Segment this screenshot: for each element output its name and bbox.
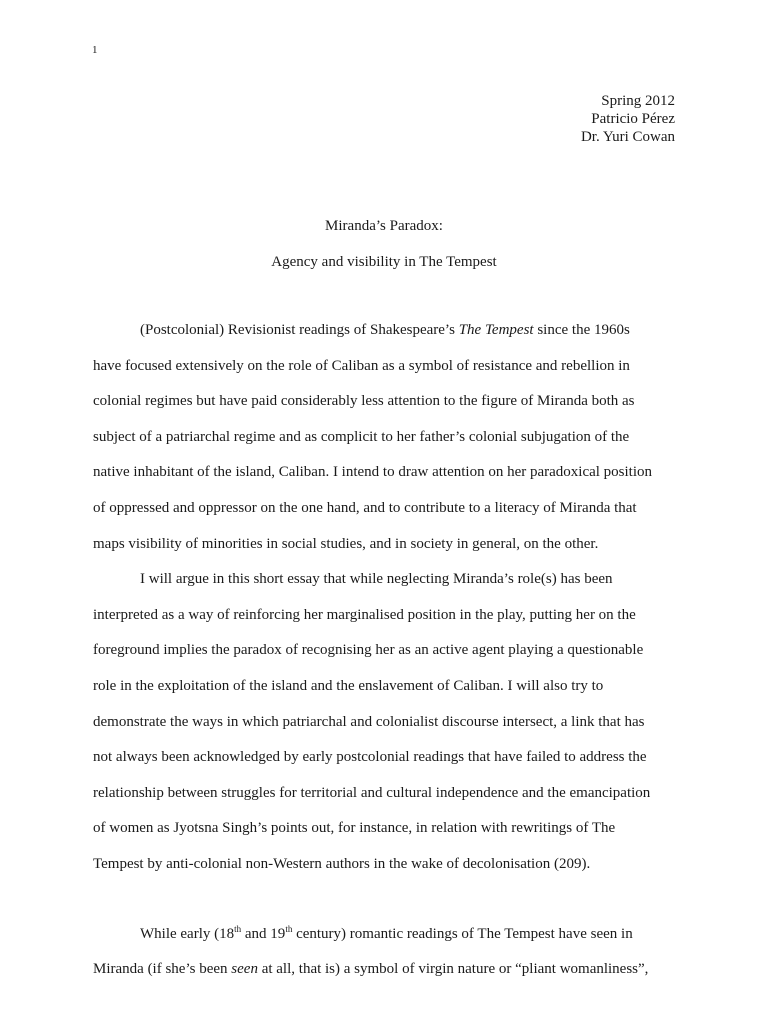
- date: Spring 2012: [601, 93, 675, 109]
- body-line: subject of a patriarchal regime and as complicit to her father’s colonial subjugation of the: [93, 428, 630, 445]
- body-line: relationship between struggles for territorial and cultural independence and the emancipation: [93, 784, 651, 801]
- superscript: th: [234, 924, 242, 934]
- paragraph-1: [93, 319, 677, 889]
- superscript: th: [285, 924, 293, 934]
- italic-title: The Tempest: [458, 322, 534, 338]
- text-run: While early (18: [140, 926, 235, 942]
- body-line: of oppressed and oppressor on the one hand, and to contribute to a literacy of Miranda that: [93, 499, 637, 516]
- body-line: foreground implies the paradox of recognising her as an active agent playing a questionable: [93, 642, 644, 659]
- page-number: 1: [92, 44, 98, 56]
- body-line: Tempest by anti-colonial non-Western authors in the wake of decolonisation (209).: [93, 855, 591, 872]
- body-line: have focused extensively on the role of Caliban as a symbol of resistance and rebellion in: [93, 357, 630, 374]
- paper-subtitle: Agency and visibility in The Tempest: [271, 254, 497, 270]
- text-run: Miranda (if she’s been: [93, 961, 232, 977]
- body-line: [93, 923, 677, 958]
- body-line: I will argue in this short essay that while neglecting Miranda’s role(s) has been: [140, 571, 613, 588]
- body-line: native inhabitant of the island, Caliban. I intend to draw attention on her paradoxical position: [93, 464, 653, 481]
- italic-word: seen: [231, 961, 258, 977]
- text-run: since the 1960s: [533, 322, 630, 338]
- text-run: (Postcolonial) Revisionist readings of Shakespeare’s: [140, 322, 459, 338]
- author: Patricio Pérez: [591, 111, 675, 127]
- body-line: role in the exploitation of the island and the enslavement of Caliban. I will also try to: [93, 677, 604, 694]
- text-run: at all, that is) a symbol of virgin nature or “pliant womanliness”,: [257, 961, 649, 977]
- body-line: colonial regimes but have paid considerably less attention to the figure of Miranda both as: [93, 393, 635, 410]
- body-line: [93, 958, 677, 993]
- body-line: of women as Jyotsna Singh’s points out, for instance, in relation with rewritings of The: [93, 820, 616, 837]
- body-line: [93, 319, 677, 355]
- body-line: maps visibility of minorities in social studies, and in society in general, on the other.: [93, 535, 599, 552]
- header-block: [581, 92, 675, 146]
- text-run: and 19: [241, 926, 286, 942]
- instructor: Dr. Yuri Cowan: [580, 129, 675, 145]
- paragraph-2: [93, 923, 677, 993]
- paper-title: Miranda’s Paradox:: [325, 218, 443, 234]
- body-line: not always been acknowledged by early postcolonial readings that have failed to address the: [93, 749, 647, 766]
- body-line: interpreted as a way of reinforcing her marginalised position in the play, putting her on the: [93, 606, 636, 623]
- text-run: century) romantic readings of The Tempest have seen in: [292, 926, 633, 942]
- body-line: demonstrate the ways in which patriarchal and colonialist discourse intersect, a link that has: [93, 713, 645, 730]
